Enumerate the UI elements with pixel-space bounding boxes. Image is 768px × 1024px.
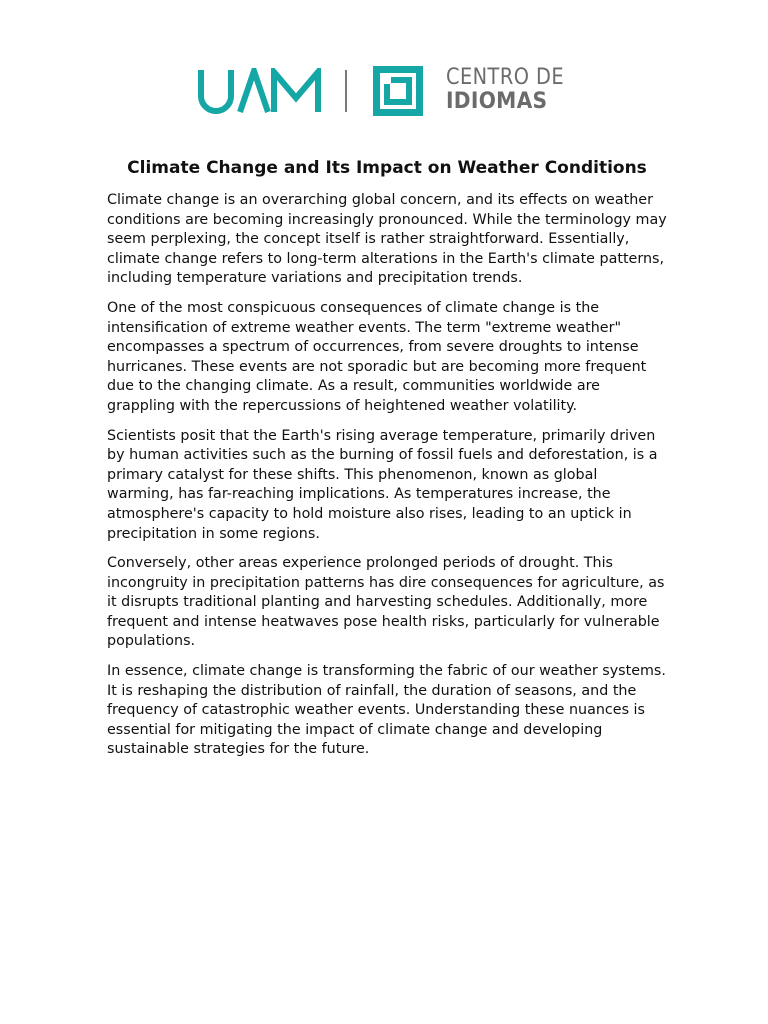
paragraph-2: One of the most conspicuous consequences of climate change is the intensification of extreme weather events. The term "extreme weather" encompasses a spectrum of occurrences, from severe droughts to intense hurricanes. These events are not sporadic but are becoming more frequent due to the changing climate. As a result, communities worldwide are grappling with the repercussions of heightened weather volatility. [107,299,647,414]
paragraph-3: Scientists posit that the Earth's rising average temperature, primarily driven by human activities such as the burning of fossil fuels and deforestation, is a primary catalyst for these shifts. This phenomenon, known as global warming, has far-reaching implications. As temperatures increase, the atmosphere's capacity to hold moisture also rises, leading to an uptick in precipitation in some regions. [107,427,658,542]
uam-logo [198,68,322,114]
paragraph-5: In essence, climate change is transforming the fabric of our weather systems. It is reshaping the distribution of rainfall, the duration of seasons, and the frequency of catastrophic weather events. Understanding these nuances is essential for mitigating the impact of climate change and developing sustainable strategies for the future. [107,663,666,758]
centro-idiomas-mark [371,64,425,118]
header [0,62,768,120]
paragraph-1: Climate change is an overarching global concern, and its effects on weather conditions are becoming increasingly pronounced. While the terminology may seem perplexing, the concept itself is rather straightforward. Essentially, climate change refers to long-term alterations in the Earth's climate patterns, including temperature variations and precipitation trends. [107,192,667,287]
logo-divider [345,70,347,112]
document-title: Climate Change and Its Impact on Weather Conditions [127,158,647,178]
centro-idiomas-wordmark [446,66,586,116]
document-body [107,156,667,770]
logo-line-1: CENTRO DE [446,65,565,90]
logo-line-2: IDIOMAS [446,89,548,114]
paragraph-4: Conversely, other areas experience prolonged periods of drought. This incongruity in precipitation patterns has dire consequences for agriculture, as it disrupts traditional planting and harvesting schedules. Additionally, more frequent and intense heatwaves pose health risks, particularly for vulnerable populations. [107,555,665,650]
